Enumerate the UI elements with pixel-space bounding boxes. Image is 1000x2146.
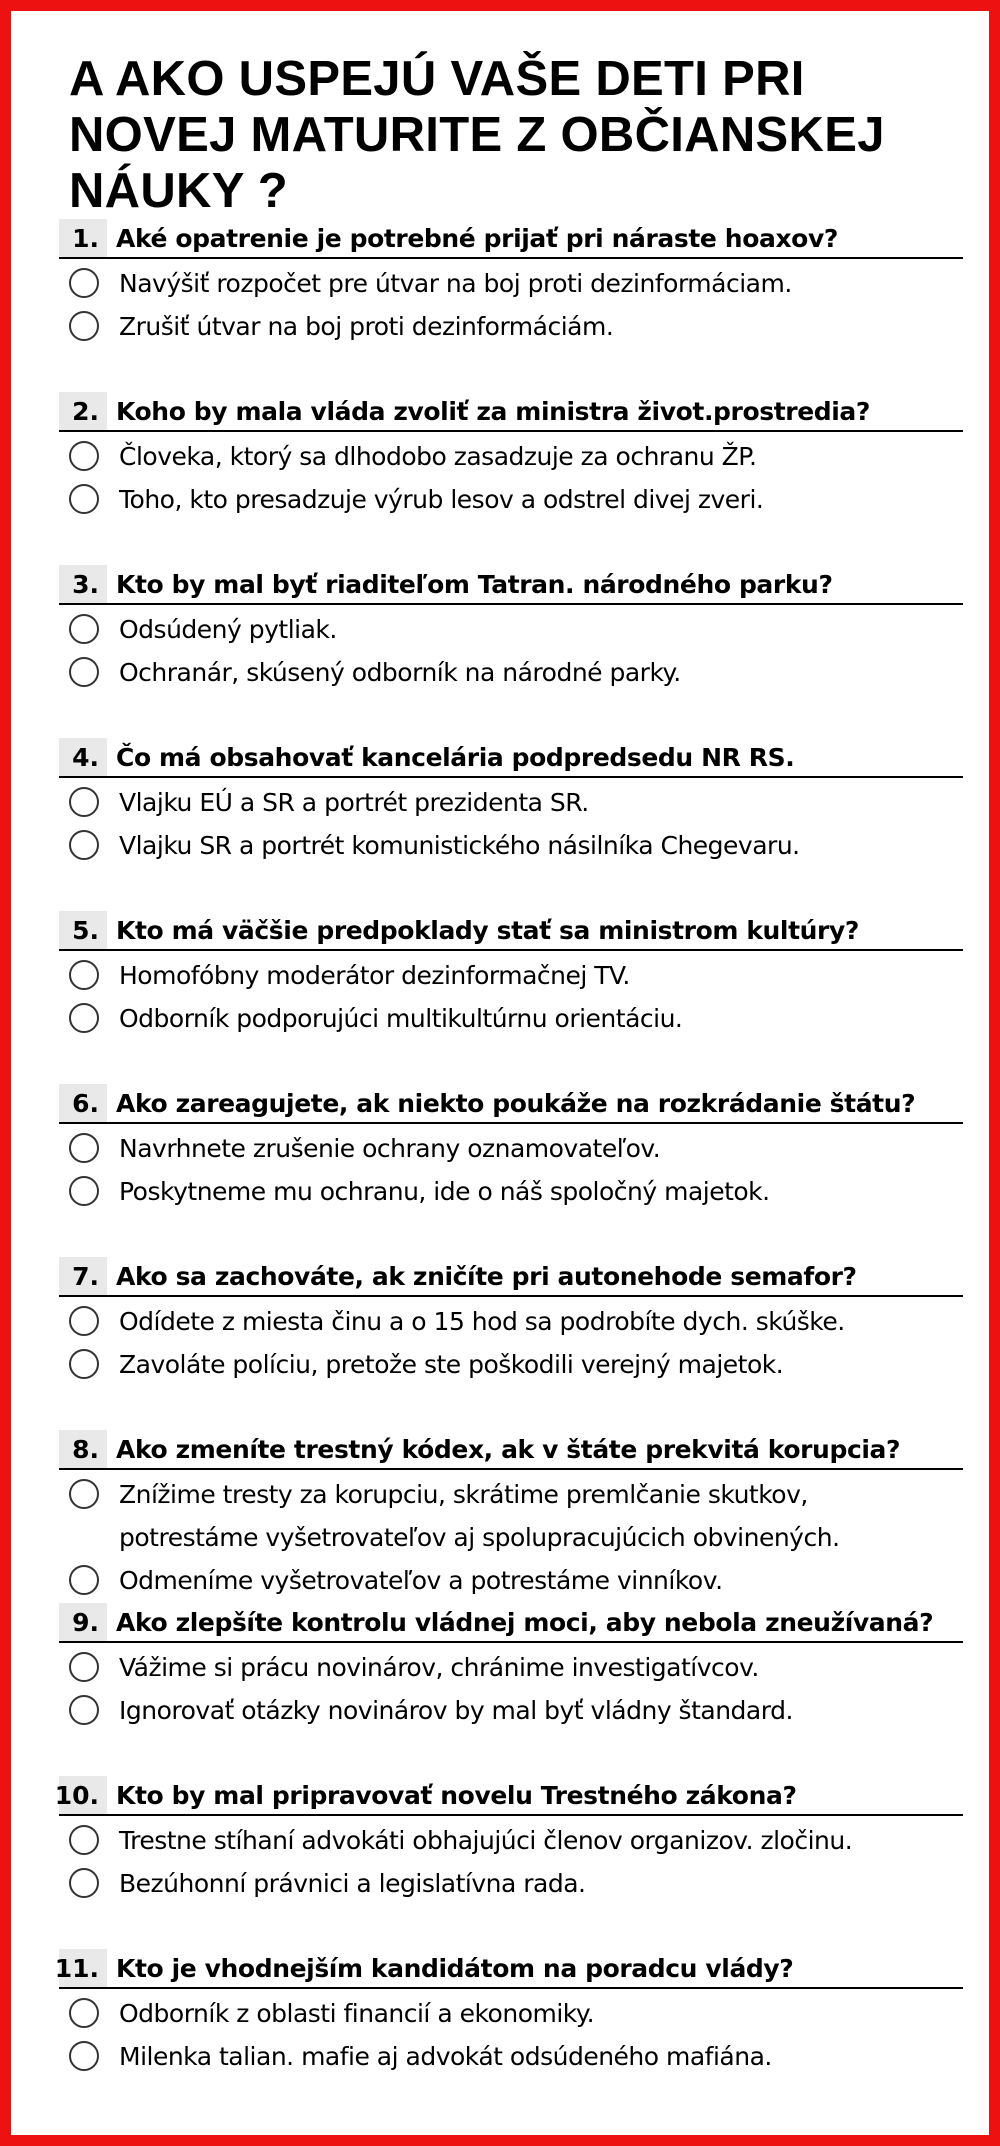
question-text: Kto má väčšie predpoklady stať sa ministrom kultúry? — [116, 915, 859, 945]
answer-label: Ochranár, skúsený odborník na národné parky. — [119, 658, 681, 687]
radio-button[interactable] — [69, 1003, 99, 1033]
question-heading — [59, 219, 963, 259]
answer-label: Bezúhonní právnici a legislatívna rada. — [119, 1869, 586, 1898]
answer-option[interactable] — [59, 2035, 963, 2078]
question-heading — [59, 392, 963, 432]
question-text: Ako zmeníte trestný kódex, ak v štáte prekvitá korupcia? — [116, 1434, 901, 1464]
answer-option[interactable] — [59, 1646, 963, 1689]
answer-option[interactable] — [59, 262, 963, 305]
answer-option[interactable] — [59, 1559, 963, 1602]
question-heading — [59, 565, 963, 605]
question-text: Čo má obsahovať kancelária podpredsedu NR RS. — [116, 742, 795, 772]
question-number: 11. — [59, 1949, 107, 1987]
answer-option[interactable] — [59, 651, 963, 694]
answer-option[interactable] — [59, 608, 963, 651]
question-block — [54, 1949, 963, 2122]
answer-options — [59, 1819, 963, 1905]
question-heading — [59, 1430, 963, 1470]
answer-option[interactable] — [59, 1992, 963, 2035]
question-number: 8. — [59, 1430, 107, 1468]
answer-options — [59, 1300, 963, 1386]
answer-option[interactable] — [59, 478, 963, 521]
question-heading — [59, 1257, 963, 1297]
answer-label: Odborník podporujúci multikultúrnu orientáciu. — [119, 1004, 683, 1033]
answer-option[interactable] — [59, 1689, 963, 1732]
question-number: 2. — [59, 392, 107, 430]
question-number: 6. — [59, 1084, 107, 1122]
answer-options — [59, 262, 963, 348]
radio-button[interactable] — [69, 1695, 99, 1725]
radio-button[interactable] — [69, 787, 99, 817]
radio-button[interactable] — [69, 1652, 99, 1682]
answer-label: Trestne stíhaní advokáti obhajujúci členov organizov. zločinu. — [119, 1826, 853, 1855]
question-heading — [54, 1776, 963, 1816]
answer-label: Zrušiť útvar na boj proti dezinformáciám. — [119, 312, 614, 341]
question-heading — [59, 1603, 963, 1643]
answer-options — [59, 608, 963, 694]
answer-options — [59, 1127, 963, 1213]
radio-button[interactable] — [69, 484, 99, 514]
radio-button[interactable] — [69, 1479, 99, 1509]
radio-button[interactable] — [69, 1176, 99, 1206]
answer-label: Vlajku SR a portrét komunistického násilníka Chegevaru. — [119, 831, 800, 860]
question-text: Ako zlepšíte kontrolu vládnej moci, aby nebola zneužívaná? — [116, 1607, 934, 1637]
question-number: 3. — [59, 565, 107, 603]
question-heading — [59, 1084, 963, 1124]
answer-label: Toho, kto presadzuje výrub lesov a odstrel divej zveri. — [119, 485, 764, 514]
answer-label: Odborník z oblasti financií a ekonomiky. — [119, 1999, 595, 2028]
answer-option[interactable] — [59, 1127, 963, 1170]
question-list — [54, 219, 963, 2122]
radio-button[interactable] — [69, 441, 99, 471]
radio-button[interactable] — [69, 2041, 99, 2071]
answer-options — [59, 781, 963, 867]
question-number: 10. — [59, 1776, 107, 1814]
question-text: Aké opatrenie je potrebné prijať pri náraste hoaxov? — [116, 223, 838, 253]
question-number: 1. — [59, 219, 107, 257]
question-text: Kto by mal byť riaditeľom Tatran. národného parku? — [116, 569, 833, 599]
radio-button[interactable] — [69, 1868, 99, 1898]
answer-option[interactable] — [59, 781, 963, 824]
answer-option[interactable] — [59, 1473, 963, 1559]
answer-label: Ignorovať otázky novinárov by mal byť vládny štandard. — [119, 1696, 793, 1725]
radio-button[interactable] — [69, 1349, 99, 1379]
question-number: 9. — [59, 1603, 107, 1641]
answer-label: Odídete z miesta činu a o 15 hod sa podrobíte dych. skúške. — [119, 1307, 845, 1336]
question-block — [54, 1776, 963, 1949]
answer-label: Milenka talian. mafie aj advokát odsúdeného mafiána. — [119, 2042, 772, 2071]
radio-button[interactable] — [69, 1565, 99, 1595]
answer-option[interactable] — [59, 305, 963, 348]
question-heading — [54, 1949, 963, 1989]
question-text: Ako sa zachováte, ak zničíte pri autonehode semafor? — [116, 1261, 857, 1291]
answer-label: Zavoláte políciu, pretože ste poškodili verejný majetok. — [119, 1350, 784, 1379]
question-heading — [59, 911, 963, 951]
question-block — [59, 1084, 963, 1257]
answer-label: Odmeníme vyšetrovateľov a potrestáme vinníkov. — [119, 1566, 723, 1595]
answer-label: Navýšiť rozpočet pre útvar na boj proti dezinformáciam. — [119, 269, 792, 298]
question-number: 7. — [59, 1257, 107, 1295]
radio-button[interactable] — [69, 614, 99, 644]
question-text: Kto je vhodnejším kandidátom na poradcu vlády? — [116, 1953, 794, 1983]
answer-label: Odsúdený pytliak. — [119, 615, 337, 644]
question-block — [59, 1430, 963, 1603]
answer-option[interactable] — [59, 435, 963, 478]
question-block — [59, 565, 963, 738]
question-heading — [59, 738, 963, 778]
page-title: A AKO USPEJÚ VAŠE DETI PRI NOVEJ MATURITE Z OBČIANSKEJ NÁUKY ? — [69, 52, 885, 218]
radio-button[interactable] — [69, 830, 99, 860]
answer-options — [59, 1992, 963, 2078]
radio-button[interactable] — [69, 1133, 99, 1163]
question-block — [59, 1603, 963, 1776]
answer-label: Človeka, ktorý sa dlhodobo zasadzuje za ochranu ŽP. — [119, 442, 757, 471]
answer-option[interactable] — [59, 1170, 963, 1213]
question-number: 5. — [59, 911, 107, 949]
answer-option[interactable] — [59, 824, 963, 867]
question-block — [59, 1257, 963, 1430]
question-block — [59, 911, 963, 1084]
answer-label: Poskytneme mu ochranu, ide o náš spoločný majetok. — [119, 1177, 770, 1206]
answer-option[interactable] — [59, 1300, 963, 1343]
question-text: Koho by mala vláda zvoliť za ministra život.prostredia? — [116, 396, 871, 426]
answer-label: Vážime si prácu novinárov, chránime investigatívcov. — [119, 1653, 759, 1682]
radio-button[interactable] — [69, 1998, 99, 2028]
answer-option[interactable] — [59, 1819, 963, 1862]
question-block — [59, 219, 963, 392]
answer-label: Navrhnete zrušenie ochrany oznamovateľov. — [119, 1134, 661, 1163]
question-text: Kto by mal pripravovať novelu Trestného zákona? — [116, 1780, 797, 1810]
answer-option[interactable] — [59, 1862, 963, 1905]
answer-label: Znížime tresty za korupciu, skrátime premlčanie skutkov, potrestáme vyšetrovateľov aj spolupracujúcich obvinených. — [119, 1480, 840, 1552]
question-text: Ako zareagujete, ak niekto poukáže na rozkrádanie štátu? — [116, 1088, 916, 1118]
answer-options — [59, 954, 963, 1040]
answer-label: Homofóbny moderátor dezinformačnej TV. — [119, 961, 630, 990]
answer-option[interactable] — [59, 1343, 963, 1386]
answer-option[interactable] — [59, 954, 963, 997]
radio-button[interactable] — [69, 311, 99, 341]
answer-options — [59, 1473, 963, 1602]
radio-button[interactable] — [69, 960, 99, 990]
radio-button[interactable] — [69, 1306, 99, 1336]
answer-label: Vlajku EÚ a SR a portrét prezidenta SR. — [119, 788, 589, 817]
answer-options — [59, 1646, 963, 1732]
radio-button[interactable] — [69, 268, 99, 298]
answer-options — [59, 435, 963, 521]
answer-option[interactable] — [59, 997, 963, 1040]
question-block — [59, 738, 963, 911]
radio-button[interactable] — [69, 1825, 99, 1855]
question-block — [59, 392, 963, 565]
radio-button[interactable] — [69, 657, 99, 687]
question-number: 4. — [59, 738, 107, 776]
